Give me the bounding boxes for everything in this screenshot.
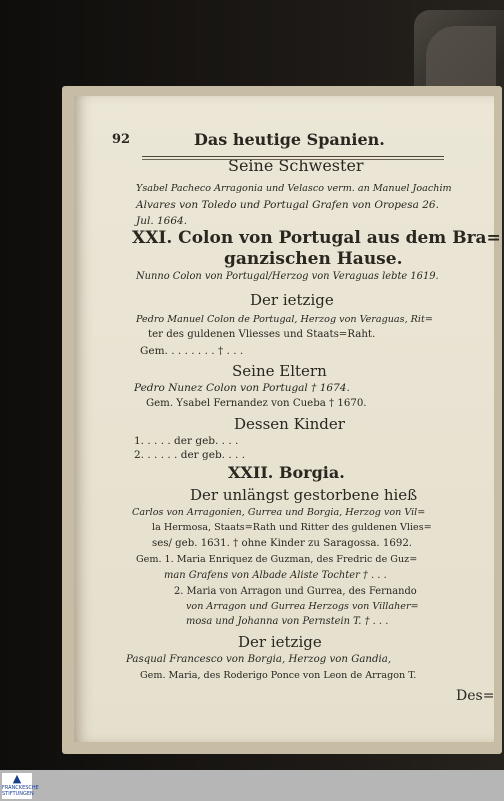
page-number: 92 [112, 132, 131, 147]
text-line: Ysabel Pacheco Arragonia und Velasco verm. an Manuel Joachim [136, 183, 452, 194]
text-line: Gem. 1. Maria Enriquez de Guzman, des Fredric de Guz= [136, 554, 418, 565]
text-line: 1. . . . . der geb. . . . [134, 435, 239, 447]
text-line: mosa und Johanna von Pernstein T. † . . . [186, 616, 389, 627]
text-line: Gem. Ysabel Fernandez von Cueba † 1670. [146, 398, 367, 409]
heading-line: Der unlängst gestorbene hieß [190, 486, 418, 504]
heading-line: Seine Schwester [228, 156, 364, 175]
text-line: 2. . . . . . der geb. . . . [134, 449, 246, 461]
heading-line: Der ietzige [238, 633, 322, 651]
text-line: Carlos von Arragonien, Gurrea und Borgia, Herzog von Vil= [132, 507, 426, 518]
text-line: Pedro Manuel Colon de Portugal, Herzog von Veraguas, Rit= [136, 314, 433, 325]
section-heading: XXI. Colon von Portugal aus dem Bra= [132, 228, 501, 248]
library-logo[interactable]: ▲ FRANCKESCHE STIFTUNGEN [2, 772, 39, 797]
text-line: von Arragon und Gurrea Herzogs von Villaher= [186, 601, 419, 612]
section-heading: ganzischen Hause. [224, 249, 403, 269]
heading-line: Dessen Kinder [234, 415, 345, 433]
text-line: Gem. Maria, des Roderigo Ponce von Leon de Arragon T. [140, 670, 417, 681]
header-rule [142, 156, 444, 157]
text-line: 2. Maria von Arragon und Gurrea, des Fernando [174, 586, 417, 597]
heading-line: Der ietzige [250, 291, 334, 309]
catchword: Des= [456, 688, 495, 704]
text-line: Pasqual Francesco von Borgia, Herzog von Gandia, [126, 654, 392, 665]
text-line: Gem. . . . . . . . † . . . [140, 345, 244, 357]
text-line: Pedro Nunez Colon von Portugal † 1674. [134, 382, 350, 394]
heading-line: Seine Eltern [232, 362, 327, 380]
text-line: Jul. 1664. [136, 215, 188, 227]
section-heading: XXII. Borgia. [228, 463, 345, 482]
text-line: ses/ geb. 1631. † ohne Kinder zu Saragossa. 1692. [152, 538, 413, 549]
text-line: man Grafens von Albade Aliste Tochter † . . . [164, 570, 387, 581]
text-line: Nunno Colon von Portugal/Herzog von Veraguas lebte 1619. [136, 271, 439, 282]
book-page [74, 96, 501, 742]
viewer-bottom-bar [0, 770, 504, 801]
text-line: ter des guldenen Vliesses und Staats=Raht. [148, 329, 376, 340]
running-header: Das heutige Spanien. [194, 130, 385, 149]
text-line: Alvares von Toledo und Portugal Grafen von Oropesa 26. [136, 199, 439, 211]
text-line: la Hermosa, Staats=Rath und Ritter des guldenen Vlies= [152, 522, 432, 533]
